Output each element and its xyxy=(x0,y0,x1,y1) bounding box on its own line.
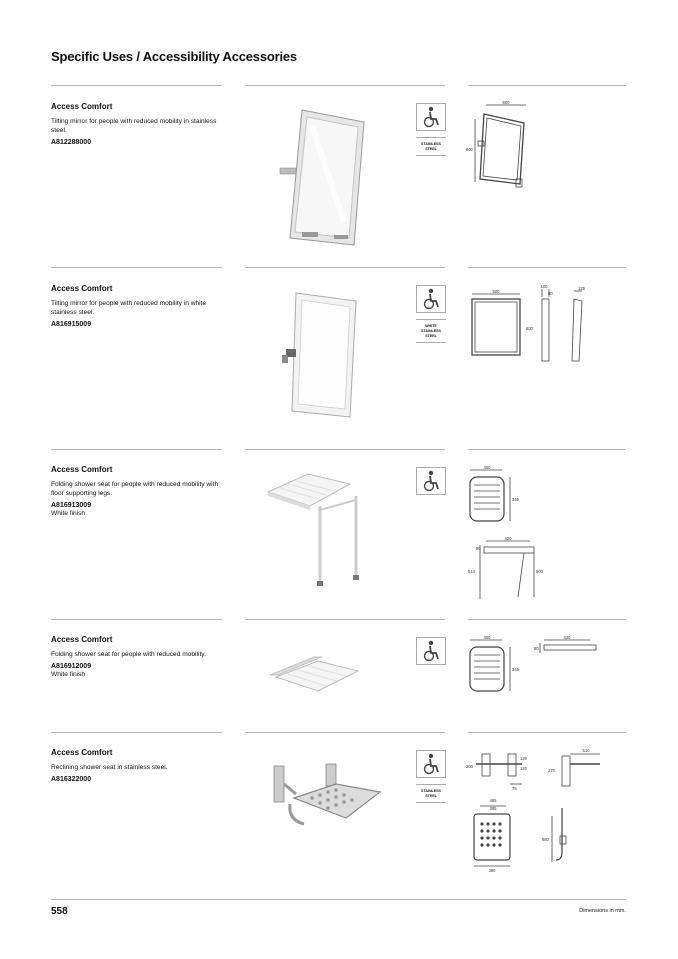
product-section-3 xyxy=(0,449,678,617)
product-description: Tilting mirror for people with reduced mobility in stainless steel. xyxy=(51,118,217,134)
product-code: A816915009 xyxy=(51,321,92,328)
product-finish: White finish xyxy=(51,510,86,517)
spec-icons xyxy=(416,750,446,803)
dimension-label: 514 xyxy=(468,569,475,574)
dimension-drawing xyxy=(462,633,622,703)
product-photo-reclining-seat xyxy=(246,754,406,834)
product-info xyxy=(51,284,226,328)
divider xyxy=(468,449,626,450)
product-finish: White finish xyxy=(51,671,86,678)
product-photo-tilting-mirror xyxy=(246,100,406,250)
dimension-label: 400 xyxy=(483,635,491,640)
divider xyxy=(51,267,222,268)
page-number: 558 xyxy=(51,906,68,917)
dimension-label: 420 xyxy=(504,536,512,541)
dimension-label: 345 xyxy=(512,497,519,502)
product-photo-folding-seat-legs xyxy=(246,464,406,604)
product-info xyxy=(51,748,226,783)
product-code: A816912009 xyxy=(51,663,92,670)
product-description: Tilting mirror for people with reduced mobility in white stainless steel. xyxy=(51,300,207,316)
dimension-drawing xyxy=(462,283,622,363)
divider xyxy=(245,85,445,86)
product-name: Access Comfort xyxy=(51,748,113,757)
product-section-1 xyxy=(0,85,678,265)
divider xyxy=(468,267,626,268)
product-code: A816913009 xyxy=(51,502,92,509)
product-name: Access Comfort xyxy=(51,284,113,293)
dimension-label: 345 xyxy=(512,667,519,672)
dimension-label: 125 xyxy=(578,286,585,291)
dimension-drawing xyxy=(462,99,622,194)
product-info xyxy=(51,465,226,517)
divider xyxy=(51,619,222,620)
divider xyxy=(468,85,626,86)
product-photo-folding-seat-wall xyxy=(246,641,406,721)
spec-icons xyxy=(416,103,446,156)
product-code: A812288000 xyxy=(51,139,92,146)
product-description: Reclining shower seat in stainless steel. xyxy=(51,764,168,771)
product-code: A816322000 xyxy=(51,776,92,783)
product-section-2 xyxy=(0,267,678,447)
dimension-label: 75 xyxy=(512,786,517,791)
divider xyxy=(245,267,445,268)
dimension-label: 200 xyxy=(466,764,473,769)
product-info xyxy=(51,635,226,678)
product-photo-white-mirror xyxy=(246,289,406,437)
material-label: WHITE STAINLESS STEEL xyxy=(416,319,446,343)
dimension-label: 380 xyxy=(488,868,496,873)
dimension-label: 465 xyxy=(489,798,497,803)
footer-divider xyxy=(51,899,626,900)
material-label: STAINLESS STEEL xyxy=(416,784,446,803)
wheelchair-icon xyxy=(416,750,446,778)
wheelchair-icon xyxy=(416,467,446,495)
product-description: Folding shower seat for people with reduced mobility with floor supporting legs. xyxy=(51,481,219,497)
dimension-label: 400 xyxy=(483,465,491,470)
spec-icons xyxy=(416,637,446,665)
dimension-label: 120 xyxy=(520,766,527,771)
divider xyxy=(51,449,222,450)
product-name: Access Comfort xyxy=(51,635,113,644)
product-name: Access Comfort xyxy=(51,465,113,474)
dimension-label: 80 xyxy=(476,546,481,551)
spec-icons xyxy=(416,285,446,343)
product-info xyxy=(51,102,226,146)
dimensions-note: Dimensions in mm. xyxy=(579,908,626,914)
dimension-label: 600 xyxy=(526,326,533,331)
dimension-label: 500 xyxy=(536,569,543,574)
dimension-label: 420 xyxy=(563,635,571,640)
spec-icons xyxy=(416,467,446,495)
wheelchair-icon xyxy=(416,637,446,665)
dimension-label: 270 xyxy=(548,768,555,773)
dimension-drawing xyxy=(462,744,622,874)
product-section-5 xyxy=(0,732,678,892)
dimension-label: 100 xyxy=(540,284,548,289)
wheelchair-icon xyxy=(416,103,446,131)
dimension-drawing xyxy=(462,463,622,605)
page-title: Specific Uses / Accessibility Accessories xyxy=(51,49,297,64)
divider xyxy=(51,85,222,86)
wheelchair-icon xyxy=(416,285,446,313)
dimension-label: 385 xyxy=(489,806,497,811)
material-label: STAINLESS STEEL xyxy=(416,137,446,156)
divider xyxy=(468,619,626,620)
dimension-label: 500 xyxy=(492,289,500,294)
product-name: Access Comfort xyxy=(51,102,113,111)
dimension-label: 510 xyxy=(582,748,590,753)
dimension-label: 80 xyxy=(534,646,539,651)
divider xyxy=(245,732,445,733)
dimension-label: 800 xyxy=(466,147,473,152)
dimension-label: 680 xyxy=(542,837,549,842)
divider xyxy=(245,619,445,620)
divider xyxy=(51,732,222,733)
divider xyxy=(245,449,445,450)
divider xyxy=(468,732,626,733)
product-description: Folding shower seat for people with reduced mobility. xyxy=(51,651,206,658)
product-section-4 xyxy=(0,619,678,729)
dimension-label: 120 xyxy=(520,756,527,761)
dimension-label: 600 xyxy=(502,100,510,105)
dimension-label: 60 xyxy=(548,291,553,296)
